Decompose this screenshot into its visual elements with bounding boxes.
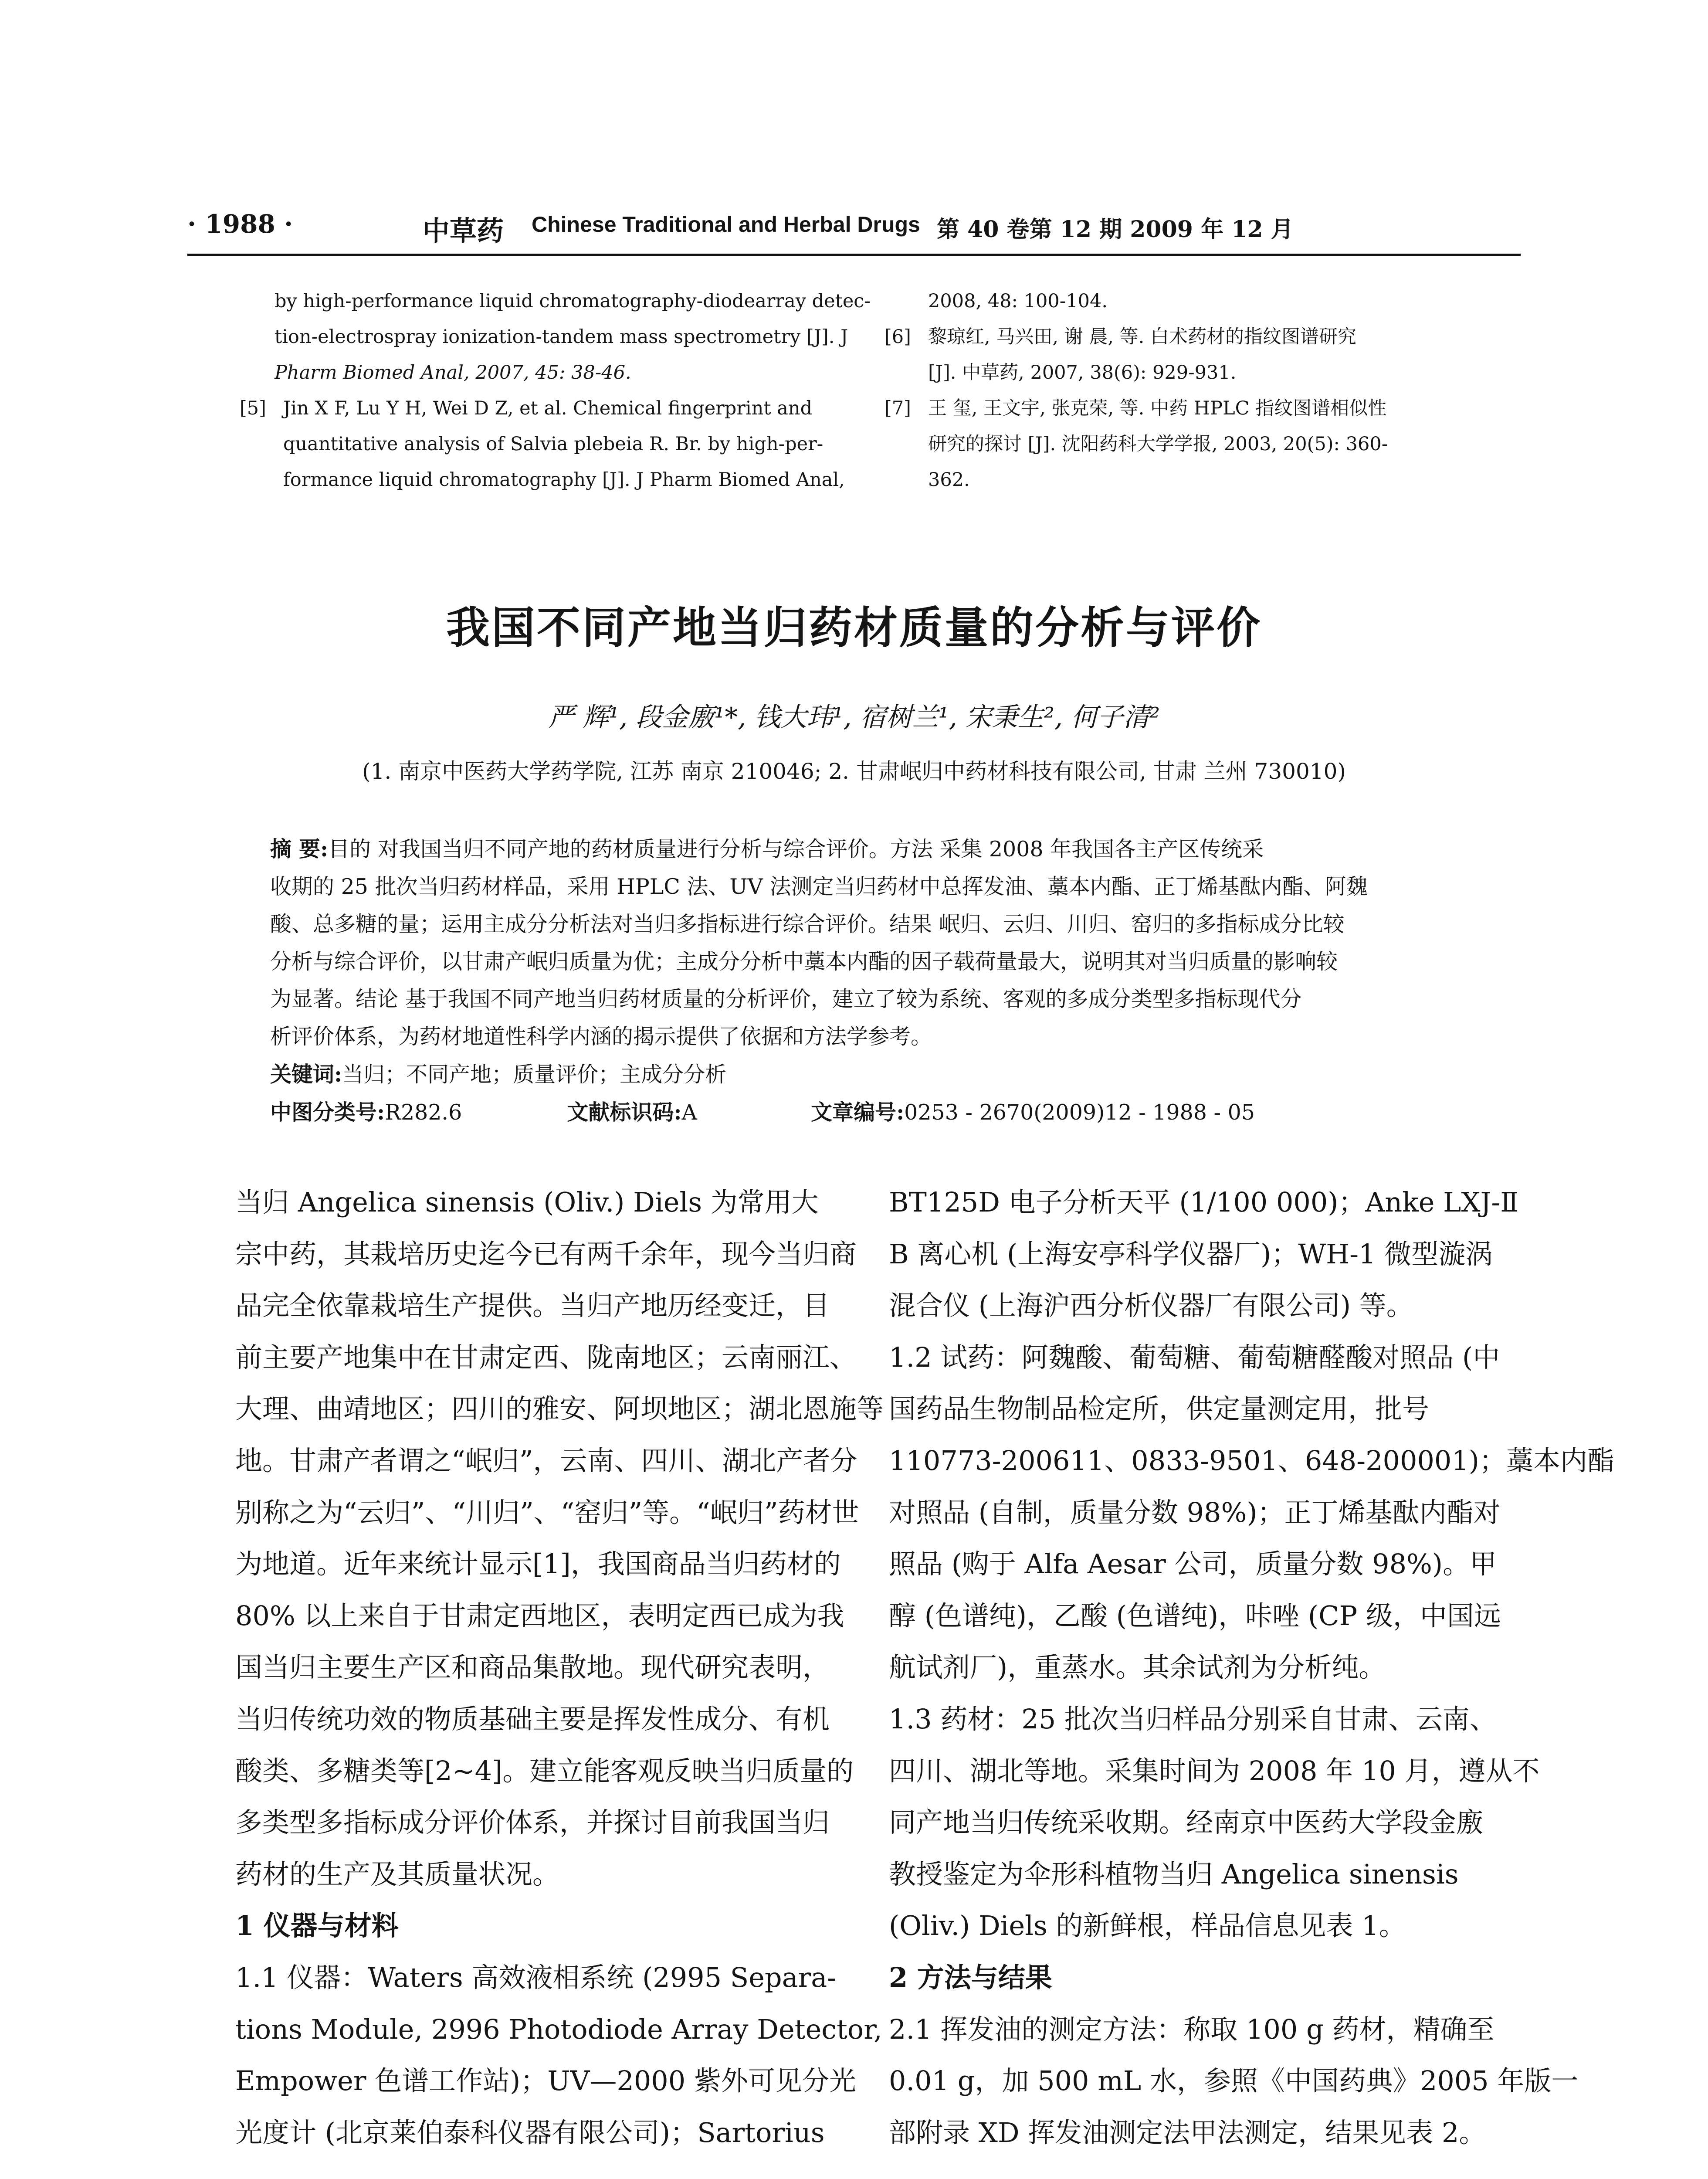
abstract-line: 收期的 25 批次当归药材样品，采用 HPLC 法、UV 法测定当归药材中总挥发油、藁本内酯、正丁烯基酞内酯、阿魏	[270, 874, 1368, 899]
reference-line: tion-electrospray ionization-tandem mass spectrometry [J]. J	[274, 326, 848, 348]
abstract-line: 析评价体系，为药材地道性科学内涵的揭示提供了依据和方法学参考。	[270, 1024, 932, 1049]
body-line: 1.2 试药：阿魏酸、葡萄糖、葡萄糖醛酸对照品 (中	[889, 1341, 1500, 1373]
body-line: 0.01 g，加 500 mL 水，参照《中国药典》2005 年版一	[889, 2065, 1579, 2097]
body-line: 1.1 仪器：Waters 高效液相系统 (2995 Separa-	[235, 1961, 837, 1993]
body-line: 酸类、多糖类等[2~4]。建立能客观反映当归质量的	[235, 1755, 854, 1787]
body-line: Empower 色谱工作站)；UV—2000 紫外可见分光	[235, 2065, 856, 2097]
body-line: 宗中药，其栽培历史迄今已有两千余年，现今当归商	[235, 1238, 857, 1270]
reference-line: 王 玺, 王文宇, 张克荣, 等. 中药 HPLC 指纹图谱相似性	[928, 397, 1387, 419]
article-number-value: 0253 - 2670(2009)12 - 1988 - 05	[904, 1100, 1255, 1125]
body-line: 当归传统功效的物质基础主要是挥发性成分、有机	[235, 1703, 830, 1735]
references-right	[884, 283, 1516, 501]
body-line: 同产地当归传统采收期。经南京中医药大学段金廒	[889, 1806, 1484, 1839]
body-line: BT125D 电子分析天平 (1/100 000)；Anke LXJ-Ⅱ	[889, 1186, 1519, 1218]
body-left-column	[235, 1177, 884, 2159]
keywords-value: 当归；不同产地；质量评价；主成分分析	[342, 1062, 727, 1087]
body-line: 前主要产地集中在甘肃定西、陇南地区；云南丽江、	[235, 1341, 857, 1373]
body-line: 混合仪 (上海沪西分析仪器厂有限公司) 等。	[889, 1290, 1413, 1322]
abstract-label: 摘 要:	[270, 836, 329, 862]
body-line: (Oliv.) Diels 的新鲜根，样品信息见表 1。	[889, 1910, 1406, 1942]
section-heading: 1 仪器与材料	[235, 1910, 399, 1942]
journal-name-cn: 中草药	[423, 215, 504, 247]
reference-line: 研究的探讨 [J]. 沈阳药科大学学报, 2003, 20(5): 360-	[928, 433, 1388, 455]
body-line: B 离心机 (上海安亭科学仪器厂)；WH-1 微型漩涡	[889, 1238, 1493, 1270]
body-line: 1.3 药材：25 批次当归样品分别采自甘肃、云南、	[889, 1703, 1497, 1735]
reference-line: by high-performance liquid chromatography-diodearray detec-	[274, 290, 871, 312]
reference-line: formance liquid chromatography [J]. J Pharm Biomed Anal,	[283, 469, 845, 491]
body-line: tions Module, 2996 Photodiode Array Detector,	[235, 2013, 882, 2045]
body-line: 照品 (购于 Alfa Aesar 公司，质量分数 98%)。甲	[889, 1548, 1497, 1580]
reference-number: [7]	[884, 397, 911, 419]
abstract	[270, 830, 1455, 1131]
body-line: 当归 Angelica sinensis (Oliv.) Diels 为常用大	[235, 1186, 819, 1218]
classification-line: 中图分类号:R282.6 文献标识码:A 文章编号:0253 - 2670(2009)12 - 1988 - 05	[270, 1100, 1255, 1125]
body-line: 为地道。近年来统计显示[1]，我国商品当归药材的	[235, 1548, 841, 1580]
clc-value: R282.6	[385, 1100, 462, 1125]
page-number: · 1988 ·	[187, 209, 293, 239]
body-line: 航试剂厂)，重蒸水。其余试剂为分析纯。	[889, 1651, 1386, 1683]
reference-item	[274, 283, 871, 390]
doc-code-value: A	[681, 1100, 697, 1125]
body-line: 光度计 (北京莱伯泰科仪器有限公司)；Sartorius	[235, 2116, 825, 2148]
body-line: 80% 以上来自于甘肃定西地区，表明定西已成为我	[235, 1599, 844, 1632]
section-heading: 2 方法与结果	[889, 1961, 1052, 1993]
reference-line: [J]. 中草药, 2007, 38(6): 929-931.	[928, 362, 1237, 384]
body-line: 多类型多指标成分评价体系，并探讨目前我国当归	[235, 1806, 830, 1839]
reference-line: 362.	[928, 469, 970, 491]
body-line: 别称之为“云归”、“川归”、“窑归”等。“岷归”药材世	[235, 1496, 859, 1528]
body-line: 110773-200611、0833-9501、648-200001)；藁本内酯	[889, 1444, 1614, 1476]
body-line: 对照品 (自制，质量分数 98%)；正丁烯基酞内酯对	[889, 1496, 1501, 1528]
body-line: 四川、湖北等地。采集时间为 2008 年 10 月，遵从不	[889, 1755, 1540, 1787]
abstract-line: 为显著。结论 基于我国不同产地当归药材质量的分析评价，建立了较为系统、客观的多成分类型多指标现代分	[270, 987, 1302, 1011]
reference-number: [6]	[884, 326, 911, 348]
body-right-column	[889, 1177, 1614, 2159]
reference-item	[928, 283, 1108, 319]
body-line: 2.1 挥发油的测定方法：称取 100 g 药材，精确至	[889, 2013, 1494, 2045]
reference-line: 2008, 48: 100-104.	[928, 290, 1108, 312]
body-line: 地。甘肃产者谓之“岷归”，云南、四川、湖北产者分	[235, 1444, 857, 1476]
body-line: 药材的生产及其质量状况。	[235, 1858, 560, 1890]
body-line: 国药品生物制品检定所，供定量测定用，批号	[889, 1393, 1430, 1425]
reference-number: [5]	[240, 397, 266, 419]
author-list: 严 辉¹, 段金廒¹*, 钱大玮¹, 宿树兰¹, 宋秉生², 何子清²	[548, 702, 1160, 733]
journal-name-en: Chinese Traditional and Herbal Drugs	[532, 212, 920, 237]
body-line: 国当归主要生产区和商品集散地。现代研究表明，	[235, 1651, 830, 1683]
body-line: 醇 (色谱纯)，乙酸 (色谱纯)，咔唑 (CP 级，中国远	[889, 1599, 1501, 1632]
article-title: 我国不同产地当归药材质量的分析与评价	[446, 602, 1262, 653]
reference-line: 黎琼红, 马兴田, 谢 晨, 等. 白术药材的指纹图谱研究	[928, 326, 1357, 348]
body-line: 部附录 XD 挥发油测定法甲法测定，结果见表 2。	[889, 2116, 1486, 2148]
reference-line: Pharm Biomed Anal, 2007, 45: 38-46.	[274, 362, 631, 384]
header-rule	[187, 254, 1521, 256]
keywords-label: 关键词:	[270, 1062, 342, 1087]
abstract-line: 分析与综合评价，以甘肃产岷归质量为优；主成分分析中藁本内酯的因子载荷量最大，说明其对当归质量的影响较	[270, 949, 1338, 974]
references-left	[240, 283, 871, 501]
author-affiliation: (1. 南京中医药大学药学院, 江苏 南京 210046; 2. 甘肃岷归中药材科技有限公司, 甘肃 兰州 730010)	[362, 759, 1346, 784]
reference-line: quantitative analysis of Salvia plebeia R. Br. by high-per-	[283, 433, 824, 455]
keywords	[270, 1056, 1455, 1093]
abstract-line: 摘 要:目的 对我国当归不同产地的药材质量进行分析与综合评价。方法 采集 2008 年我国各主产区传统采	[270, 836, 1264, 862]
running-header	[187, 200, 1521, 248]
body-line: 教授鉴定为伞形科植物当归 Angelica sinensis	[889, 1858, 1459, 1890]
issue-info: 第 40 卷第 12 期 2009 年 12 月	[937, 216, 1294, 243]
reference-line: Jin X F, Lu Y H, Wei D Z, et al. Chemical fingerprint and	[283, 397, 813, 419]
abstract-line: 酸、总多糖的量；运用主成分分析法对当归多指标进行综合评价。结果 岷归、云归、川归、窑归的多指标成分比较	[270, 912, 1345, 937]
body-line: 大理、曲靖地区；四川的雅安、阿坝地区；湖北恩施等	[235, 1393, 884, 1425]
body-line: 品完全依靠栽培生产提供。当归产地历经变迁，目	[235, 1290, 830, 1322]
